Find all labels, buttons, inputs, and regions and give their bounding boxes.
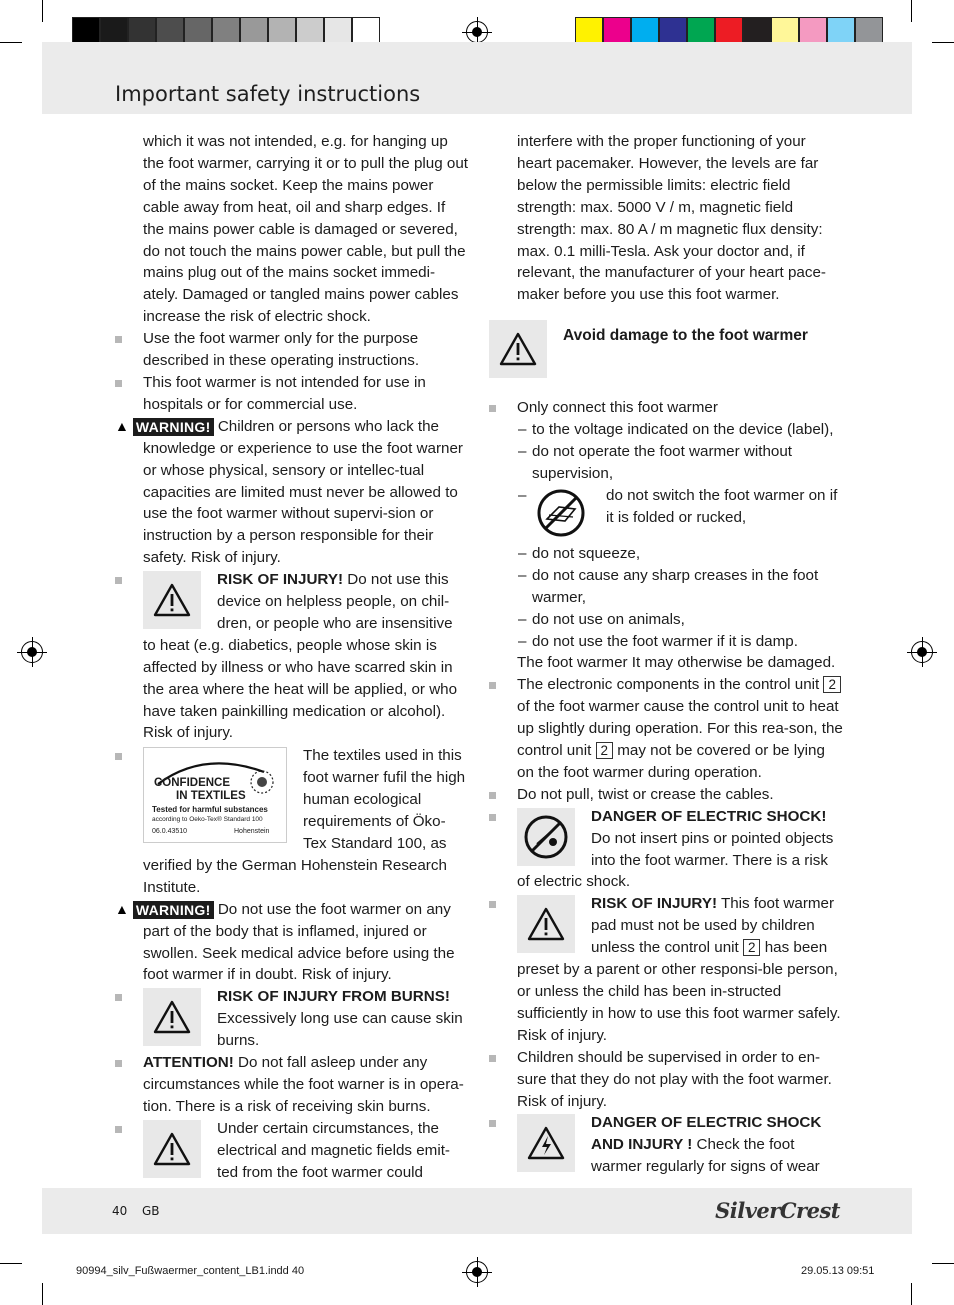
control-unit-ref: 2	[596, 742, 614, 759]
color-swatch	[296, 17, 324, 45]
list-item: RISK OF INJURY FROM BURNS! Excessively long use can cause skin burns.	[143, 986, 469, 1052]
color-swatch	[324, 17, 352, 45]
footer-band	[42, 1188, 912, 1234]
color-swatch	[743, 17, 771, 45]
list-item: CONFIDENCE IN TEXTILES Tested for harmful substances according to Oeko-Tex® Standard 100 06.0.43510 Hohenstein The textiles used in this foot warner fufil the high human ecological requirements of Öko-Tex Standard 100, as verified by the German Hohenstein Research Institute.	[143, 745, 469, 898]
list-item: This foot warmer is not intended for use in hospitals or for commercial use.	[143, 372, 469, 416]
dash-item: – do not squeeze,	[517, 543, 843, 565]
warning-triangle-icon	[517, 895, 575, 953]
list-item: DANGER OF ELECTRIC SHOCK! Do not insert pins or pointed objects into the foot warmer. There is a risk of electric shock.	[517, 806, 843, 894]
dash-item: – to the voltage indicated on the device (label),	[517, 419, 843, 441]
color-swatch	[771, 17, 799, 45]
page-number: 40	[112, 1204, 128, 1218]
color-swatch	[631, 17, 659, 45]
color-swatch	[827, 17, 855, 45]
color-swatch	[100, 17, 128, 45]
registration-mark-icon	[21, 641, 43, 663]
color-swatch	[240, 17, 268, 45]
warning-triangle-icon: ▲	[115, 900, 129, 917]
warning-paragraph: ▲ WARNING! Children or persons who lack the knowledge or experience to use the foot warner or whose physical, sensory or intellec-tual capacities are limited must never be allowed to use the foot warmer without supervi-sion or instruction by a person responsible for their safety. Risk of injury.	[115, 417, 463, 567]
dash-item: – do not use the foot warmer if it is damp.	[517, 631, 843, 653]
header-band	[42, 42, 912, 114]
list-item: RISK OF INJURY! This foot warmer pad must not be used by children unless the control unit 2 has been preset by a parent or other responsi-ble person, or unless the child has been in-structed sufficiently in how to use this foot warmer safely. Risk of injury.	[517, 893, 843, 1046]
color-swatch	[799, 17, 827, 45]
color-swatch	[184, 17, 212, 45]
color-swatch	[715, 17, 743, 45]
list-item: Under certain circumstances, the electrical and magnetic fields emit-ted from the foot warmer could	[143, 1118, 469, 1184]
registration-mark-icon	[466, 1261, 488, 1283]
oeko-line3: Tested for harmful substances	[152, 805, 268, 815]
list-item: ATTENTION! Do not fall asleep under any circumstances while the foot warner is in opera-tion. There is a risk of receiving skin burns.	[143, 1052, 469, 1118]
color-swatch	[659, 17, 687, 45]
list-item: The electronic components in the control unit 2 of the foot warmer cause the control unit to heat up slightly during operation. For this rea-son, the control unit 2 may not be covered or be lying on the foot warmer during operation.	[517, 674, 843, 784]
list-item: DANGER OF ELECTRIC SHOCK AND INJURY ! Check the foot warmer regularly for signs of wear	[517, 1112, 843, 1178]
page-title: Important safety instructions	[115, 82, 421, 106]
list-item: RISK OF INJURY! Do not use this device on helpless people, on chil-dren, or people who are insensitive to heat (e.g. diabetics, people whose skin is affected by illness or who have scarred skin in the area where the heat will be applied, or who have taken painkilling medication or alcohol). Risk of injury.	[143, 569, 469, 744]
color-swatch	[212, 17, 240, 45]
color-swatch	[855, 17, 883, 45]
color-swatch	[128, 17, 156, 45]
warning-triangle-icon	[143, 1120, 201, 1178]
oeko-line4: according to Oeko-Tex® Standard 100	[152, 816, 263, 824]
color-swatch	[687, 17, 715, 45]
warning-triangle-icon	[143, 571, 201, 629]
oeko-line2: IN TEXTILES	[176, 790, 246, 803]
control-unit-ref: 2	[743, 939, 761, 956]
color-swatch	[72, 17, 100, 45]
warning-paragraph: ▲ WARNING! Do not use the foot warmer on any part of the body that is inflamed, injured or swollen. Seek medical advice before using the foot warmer if in doubt. Risk of injury.	[115, 900, 455, 984]
color-swatch	[352, 17, 380, 45]
no-pins-icon	[517, 808, 575, 866]
slug-file: 90994_silv_Fußwaermer_content_LB1.indd 40	[76, 1265, 305, 1277]
warning-tag: ▲ WARNING!	[115, 899, 214, 921]
oeko-tex-label	[143, 747, 287, 843]
color-swatch	[268, 17, 296, 45]
dash-item: – do not use on animals,	[517, 609, 843, 631]
control-unit-ref: 2	[823, 676, 841, 693]
section-title: Avoid damage to the foot warmer	[563, 327, 808, 345]
paragraph: which it was not intended, e.g. for hanging up the foot warmer, carrying it or to pull the plug out of the mains socket. Keep the mains power cable away from heat, oil and sharp edges. If the mains power cable is damaged or severed, do not touch the mains power cable, but pull the mains plug out of the mains socket immedi-ately. Damaged or tangled mains power cables increase the risk of electric shock.	[143, 133, 469, 326]
slug-date: 29.05.13 09:51	[801, 1265, 875, 1277]
color-swatch	[603, 17, 631, 45]
warning-triangle-icon	[489, 320, 547, 378]
dash-item: – do not cause any sharp creases in the foot warmer,	[517, 565, 843, 609]
section-heading	[489, 318, 843, 380]
list-item: Children should be supervised in order to en-sure that they do not play with the foot warmer. Risk of injury.	[517, 1047, 843, 1113]
list-item: Only connect this foot warmer	[517, 397, 843, 419]
paragraph: interfere with the proper functioning of your heart pacemaker. However, the levels are far below the permissible limits: electric field strength: max. 5000 V / m, magnetic field strength: max. 80 A / m magnetic flux density: max. 0.1 milli-Tesla. Ask your doctor and, if relevant, the manufacturer of your heart pace-maker before you use this foot warmer.	[517, 133, 826, 304]
right-column	[517, 131, 843, 1178]
brand-logo: SilverCrest	[715, 1198, 840, 1223]
list-item: Use the foot warmer only for the purpose described in these operating instructions.	[143, 328, 469, 372]
electric-hazard-icon	[517, 1114, 575, 1172]
oeko-code: 06.0.43510	[152, 828, 188, 836]
oeko-line1: CONFIDENCE	[154, 777, 231, 790]
oeko-institute: Hohenstein	[234, 828, 270, 836]
no-folding-icon	[532, 487, 590, 539]
warning-tag: ▲ WARNING!	[115, 416, 214, 438]
registration-mark-icon	[466, 21, 488, 43]
list-item: Do not pull, twist or crease the cables.	[517, 784, 843, 806]
paragraph: The foot warmer It may otherwise be damaged.	[517, 654, 836, 672]
language-code: GB	[142, 1204, 160, 1218]
dash-item: – do not switch the foot warmer on if it is folded or rucked,	[517, 485, 843, 539]
warning-triangle-icon: ▲	[115, 417, 129, 434]
dash-item: – do not operate the foot warmer without supervision,	[517, 441, 843, 485]
registration-mark-icon	[911, 641, 933, 663]
color-swatch	[156, 17, 184, 45]
color-swatch	[575, 17, 603, 45]
warning-triangle-icon	[143, 988, 201, 1046]
left-column	[115, 131, 469, 1184]
